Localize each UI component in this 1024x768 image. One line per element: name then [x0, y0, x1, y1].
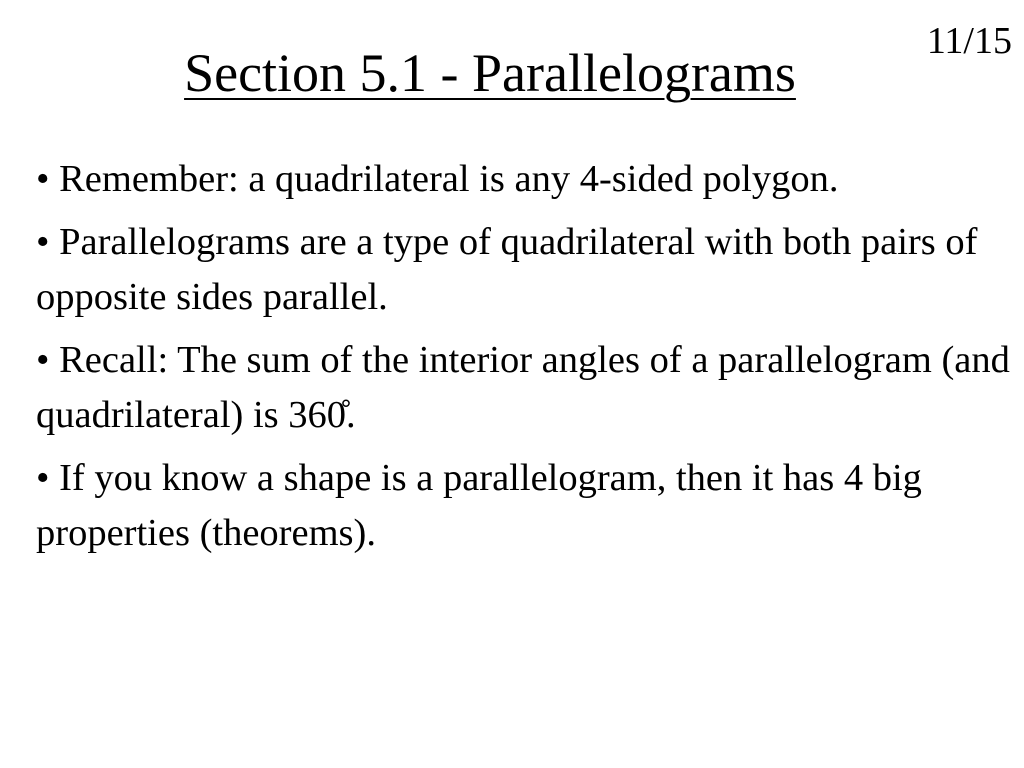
slide-title	[0, 44, 980, 103]
page-number: 11/15	[926, 20, 1012, 62]
bullet-item-parallelogram-definition: • Parallelograms are a type of quadrilateral with both pairs of opposite sides parallel.	[36, 221, 978, 318]
bullet-list	[36, 152, 1011, 569]
bullet-item-properties: • If you know a shape is a parallelogram, then it has 4 big properties (theorems).	[36, 457, 922, 554]
slide-title-text: Section 5.1 - Parallelograms	[184, 43, 796, 103]
bullet-item-quadrilateral: • Remember: a quadrilateral is any 4-sided polygon.	[36, 158, 839, 200]
bullet-item-interior-angles: • Recall: The sum of the interior angles of a parallelogram (and quadrilateral) is 360̊.	[36, 339, 1010, 436]
